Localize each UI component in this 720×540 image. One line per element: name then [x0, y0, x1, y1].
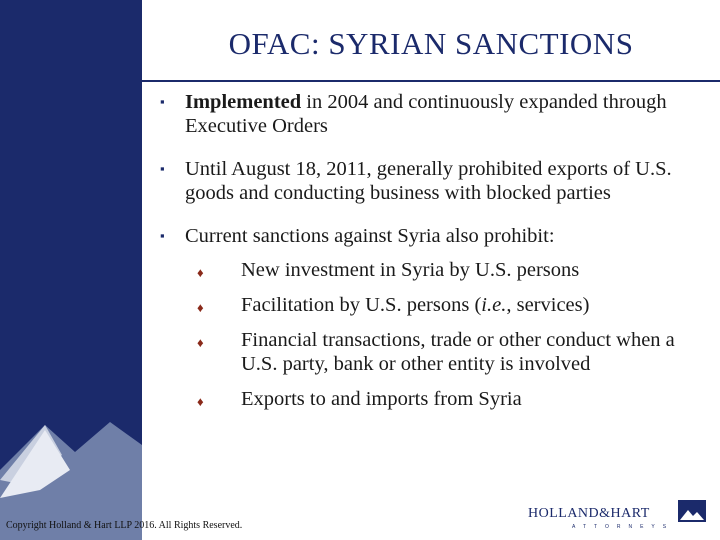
holland-hart-logo: [528, 500, 708, 532]
square-bullet-icon: ▪: [160, 228, 165, 243]
bullet-text: in 2004 and continuously expanded through Executive Orders: [185, 91, 667, 137]
bullet-item: [160, 224, 705, 411]
logo-wordmark: HOLLAND&HART: [528, 506, 650, 521]
diamond-bullet-icon: ♦: [197, 265, 204, 280]
sub-bullet-list: [185, 258, 705, 411]
diamond-bullet-icon: ♦: [197, 300, 204, 315]
bullet-item: [160, 90, 705, 138]
bullet-text: Current sanctions against Syria also prohibit:: [185, 225, 555, 247]
square-bullet-icon: ▪: [160, 161, 165, 176]
sub-bullet-item: [185, 258, 705, 282]
slide-content: [160, 90, 705, 430]
sub-bullet-item: [185, 387, 705, 411]
sub-bullet-item: [185, 293, 705, 317]
sub-bullet-text: New investment in Syria by U.S. persons: [241, 259, 580, 281]
square-bullet-icon: ▪: [160, 94, 165, 109]
diamond-bullet-icon: ♦: [197, 335, 204, 350]
logo-mark-icon: [678, 500, 708, 524]
logo-subtitle: ATTORNEYS: [572, 524, 675, 530]
bullet-text: Until August 18, 2011, generally prohibited exports of U.S. goods and conducting business with blocked parties: [185, 158, 672, 204]
copyright-notice: Copyright Holland & Hart LLP 2016. All Rights Reserved.: [6, 520, 243, 531]
slide-title: OFAC: SYRIAN SANCTIONS: [228, 26, 634, 61]
sub-bullet-text: , services): [506, 294, 590, 316]
sub-bullet-italic-text: i.e.: [481, 294, 507, 316]
title-divider: [142, 80, 720, 82]
sub-bullet-text: Facilitation by U.S. persons (: [241, 294, 482, 316]
diamond-bullet-icon: ♦: [197, 394, 204, 409]
sub-bullet-text: Financial transactions, trade or other conduct when a U.S. party, bank or other entity is involved: [241, 329, 675, 375]
bullet-item: [160, 157, 705, 205]
bullet-bold-text: Implemented: [185, 91, 302, 113]
mountain-graphic: [0, 0, 142, 540]
sub-bullet-item: [185, 328, 705, 376]
sub-bullet-text: Exports to and imports from Syria: [241, 388, 522, 410]
sidebar-panel: [0, 0, 142, 540]
